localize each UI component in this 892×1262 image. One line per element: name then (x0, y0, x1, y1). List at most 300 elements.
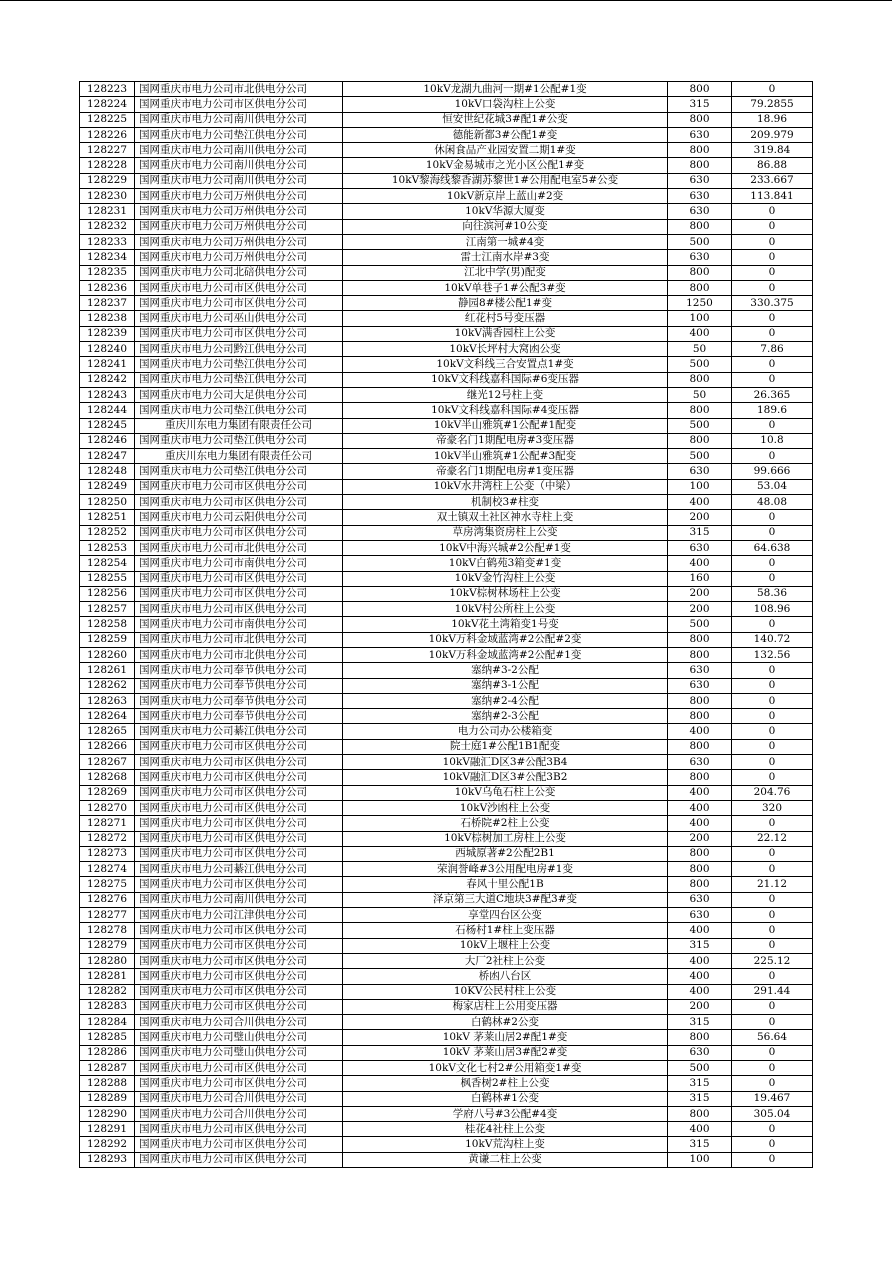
company-cell: 国网重庆市电力公司万州供电分公司 (135, 219, 343, 234)
transformer-name-cell: 白鹤林#1公变 (343, 1091, 668, 1106)
table-row (80, 556, 813, 571)
capacity-cell: 800 (668, 158, 732, 173)
capacity-cell: 800 (668, 1106, 732, 1121)
company-cell: 国网重庆市电力公司市区供电分公司 (135, 969, 343, 984)
capacity-cell: 800 (668, 877, 732, 892)
value-cell: 0 (732, 1076, 813, 1091)
table-row (80, 663, 813, 678)
company-cell: 国网重庆市电力公司黔江供电分公司 (135, 342, 343, 357)
value-cell: 0 (732, 770, 813, 785)
company-cell: 国网重庆市电力公司合川供电分公司 (135, 1091, 343, 1106)
company-cell: 国网重庆市电力公司市区供电分公司 (135, 770, 343, 785)
company-cell: 国网重庆市电力公司北碚供电分公司 (135, 265, 343, 280)
company-cell: 国网重庆市电力公司万州供电分公司 (135, 189, 343, 204)
company-cell: 国网重庆市电力公司市北供电分公司 (135, 632, 343, 647)
company-cell: 国网重庆市电力公司市区供电分公司 (135, 326, 343, 341)
company-cell: 国网重庆市电力公司市区供电分公司 (135, 739, 343, 754)
value-cell: 0 (732, 739, 813, 754)
row-id-cell: 128248 (80, 464, 135, 479)
top-border-line (0, 0, 892, 1)
value-cell: 291.44 (732, 984, 813, 999)
value-cell: 0 (732, 908, 813, 923)
row-id-cell: 128264 (80, 709, 135, 724)
table-row (80, 984, 813, 999)
transformer-name-cell: 10kV金竹沟柱上公变 (343, 571, 668, 586)
transformer-name-cell: 10kV文科线嘉科国际#4变压器 (343, 403, 668, 418)
value-cell: 189.6 (732, 403, 813, 418)
value-cell: 132.56 (732, 647, 813, 662)
capacity-cell: 200 (668, 586, 732, 601)
transformer-name-cell: 10kV单巷子1#公配3#变 (343, 280, 668, 295)
company-cell: 国网重庆市电力公司市区供电分公司 (135, 816, 343, 831)
table-row (80, 892, 813, 907)
capacity-cell: 500 (668, 449, 732, 464)
table-row (80, 816, 813, 831)
row-id-cell: 128223 (80, 82, 135, 97)
capacity-cell: 800 (668, 770, 732, 785)
table-row (80, 540, 813, 555)
row-id-cell: 128253 (80, 540, 135, 555)
table-row (80, 265, 813, 280)
value-cell: 0 (732, 938, 813, 953)
transformer-name-cell: 江南第一城#4变 (343, 234, 668, 249)
value-cell: 0 (732, 663, 813, 678)
value-cell: 305.04 (732, 1106, 813, 1121)
transformer-name-cell: 10kV棕树加工房柱上公变 (343, 831, 668, 846)
capacity-cell: 315 (668, 1091, 732, 1106)
transformer-name-cell: 10kV满香园柱上公变 (343, 326, 668, 341)
value-cell: 113.841 (732, 189, 813, 204)
transformer-name-cell: 帝豪名门1期配电房#3变压器 (343, 433, 668, 448)
company-cell: 国网重庆市电力公司南川供电分公司 (135, 892, 343, 907)
capacity-cell: 800 (668, 372, 732, 387)
value-cell: 99.666 (732, 464, 813, 479)
company-cell: 国网重庆市电力公司市区供电分公司 (135, 800, 343, 815)
value-cell: 140.72 (732, 632, 813, 647)
capacity-cell: 630 (668, 540, 732, 555)
row-id-cell: 128246 (80, 433, 135, 448)
row-id-cell: 128234 (80, 250, 135, 265)
table-row (80, 846, 813, 861)
value-cell: 0 (732, 1122, 813, 1137)
table-row (80, 999, 813, 1014)
value-cell: 0 (732, 724, 813, 739)
table-row (80, 219, 813, 234)
table-row (80, 1137, 813, 1152)
row-id-cell: 128251 (80, 510, 135, 525)
capacity-cell: 800 (668, 112, 732, 127)
company-cell: 国网重庆市电力公司巫山供电分公司 (135, 311, 343, 326)
capacity-cell: 315 (668, 525, 732, 540)
value-cell: 0 (732, 693, 813, 708)
table-row (80, 678, 813, 693)
company-cell: 国网重庆市电力公司江津供电分公司 (135, 908, 343, 923)
company-cell: 国网重庆市电力公司合川供电分公司 (135, 1015, 343, 1030)
table-row (80, 923, 813, 938)
row-id-cell: 128268 (80, 770, 135, 785)
row-id-cell: 128275 (80, 877, 135, 892)
capacity-cell: 800 (668, 143, 732, 158)
value-cell: 0 (732, 846, 813, 861)
row-id-cell: 128241 (80, 357, 135, 372)
row-id-cell: 128224 (80, 97, 135, 112)
row-id-cell: 128286 (80, 1045, 135, 1060)
row-id-cell: 128240 (80, 342, 135, 357)
row-id-cell: 128273 (80, 846, 135, 861)
row-id-cell: 128270 (80, 800, 135, 815)
capacity-cell: 800 (668, 709, 732, 724)
row-id-cell: 128269 (80, 785, 135, 800)
capacity-cell: 800 (668, 846, 732, 861)
transformer-name-cell: 10kV中海兴城#2公配#1变 (343, 540, 668, 555)
capacity-cell: 400 (668, 953, 732, 968)
transformer-name-cell: 雷士江南水岸#3变 (343, 250, 668, 265)
company-cell: 国网重庆市电力公司垫江供电分公司 (135, 127, 343, 142)
capacity-cell: 400 (668, 969, 732, 984)
transformer-name-cell: 10kV新京岸上蓝山#2变 (343, 189, 668, 204)
capacity-cell: 1250 (668, 296, 732, 311)
table-row (80, 785, 813, 800)
company-cell: 国网重庆市电力公司市区供电分公司 (135, 479, 343, 494)
table-row (80, 495, 813, 510)
transformer-name-cell: 10kV沙凼柱上公变 (343, 800, 668, 815)
capacity-cell: 160 (668, 571, 732, 586)
table-row (80, 97, 813, 112)
value-cell: 0 (732, 265, 813, 280)
value-cell: 0 (732, 525, 813, 540)
company-cell: 国网重庆市电力公司市北供电分公司 (135, 647, 343, 662)
value-cell: 7.86 (732, 342, 813, 357)
company-cell: 国网重庆市电力公司市北供电分公司 (135, 540, 343, 555)
capacity-cell: 500 (668, 1061, 732, 1076)
transformer-name-cell: 帝豪名门1期配电房#1变压器 (343, 464, 668, 479)
table-row (80, 158, 813, 173)
row-id-cell: 128272 (80, 831, 135, 846)
row-id-cell: 128228 (80, 158, 135, 173)
table-row (80, 189, 813, 204)
row-id-cell: 128226 (80, 127, 135, 142)
row-id-cell: 128259 (80, 632, 135, 647)
transformer-name-cell: 双土镇双土社区神水寺柱上变 (343, 510, 668, 525)
table-row (80, 326, 813, 341)
row-id-cell: 128266 (80, 739, 135, 754)
transformer-name-cell: 电力公司办公楼箱变 (343, 724, 668, 739)
row-id-cell: 128236 (80, 280, 135, 295)
transformer-name-cell: 泽京第三大道C地块3#配3#变 (343, 892, 668, 907)
capacity-cell: 800 (668, 647, 732, 662)
row-id-cell: 128250 (80, 495, 135, 510)
capacity-cell: 800 (668, 403, 732, 418)
transformer-name-cell: 享堂四台区公变 (343, 908, 668, 923)
row-id-cell: 128285 (80, 1030, 135, 1045)
company-cell: 国网重庆市电力公司万州供电分公司 (135, 250, 343, 265)
table-row (80, 479, 813, 494)
capacity-cell: 800 (668, 862, 732, 877)
capacity-cell: 50 (668, 387, 732, 402)
transformer-name-cell: 10kV华源大厦变 (343, 204, 668, 219)
transformer-name-cell: 10kV文科线嘉科国际#6变压器 (343, 372, 668, 387)
capacity-cell: 400 (668, 556, 732, 571)
transformer-name-cell: 塞纳#2-3公配 (343, 709, 668, 724)
transformer-name-cell: 向往滨河#10公变 (343, 219, 668, 234)
company-cell: 国网重庆市电力公司市区供电分公司 (135, 953, 343, 968)
table-row (80, 1091, 813, 1106)
row-id-cell: 128239 (80, 326, 135, 341)
row-id-cell: 128290 (80, 1106, 135, 1121)
company-cell: 国网重庆市电力公司市区供电分公司 (135, 1061, 343, 1076)
table-row (80, 724, 813, 739)
value-cell: 0 (732, 969, 813, 984)
row-id-cell: 128278 (80, 923, 135, 938)
value-cell: 0 (732, 326, 813, 341)
value-cell: 0 (732, 372, 813, 387)
company-cell: 国网重庆市电力公司南川供电分公司 (135, 143, 343, 158)
capacity-cell: 800 (668, 219, 732, 234)
capacity-cell: 630 (668, 892, 732, 907)
table-row (80, 693, 813, 708)
capacity-cell: 630 (668, 1045, 732, 1060)
transformer-name-cell: 石桥院#2柱上公变 (343, 816, 668, 831)
company-cell: 国网重庆市电力公司市区供电分公司 (135, 1137, 343, 1152)
value-cell: 86.88 (732, 158, 813, 173)
row-id-cell: 128258 (80, 617, 135, 632)
capacity-cell: 400 (668, 495, 732, 510)
value-cell: 0 (732, 617, 813, 632)
transformer-name-cell: 梅家店柱上公用变压器 (343, 999, 668, 1014)
company-cell: 国网重庆市电力公司垫江供电分公司 (135, 433, 343, 448)
table-row (80, 953, 813, 968)
table-row (80, 204, 813, 219)
transformer-name-cell: 10kV融汇D区3#公配3B2 (343, 770, 668, 785)
transformer-name-cell: 红花村5号变压器 (343, 311, 668, 326)
transformer-name-cell: 10kV水井湾柱上公变（中梁） (343, 479, 668, 494)
capacity-cell: 800 (668, 82, 732, 97)
value-cell: 0 (732, 999, 813, 1014)
row-id-cell: 128262 (80, 678, 135, 693)
table-row (80, 1061, 813, 1076)
value-cell: 0 (732, 311, 813, 326)
company-cell: 国网重庆市电力公司万州供电分公司 (135, 234, 343, 249)
value-cell: 0 (732, 816, 813, 831)
capacity-cell: 50 (668, 342, 732, 357)
capacity-cell: 315 (668, 938, 732, 953)
company-cell: 国网重庆市电力公司市区供电分公司 (135, 785, 343, 800)
capacity-cell: 800 (668, 280, 732, 295)
row-id-cell: 128291 (80, 1122, 135, 1137)
company-cell: 国网重庆市电力公司璧山供电分公司 (135, 1045, 343, 1060)
company-cell: 国网重庆市电力公司璧山供电分公司 (135, 1030, 343, 1045)
company-cell: 国网重庆市电力公司市区供电分公司 (135, 877, 343, 892)
row-id-cell: 128283 (80, 999, 135, 1014)
transformer-name-cell: 休闲食品产业园安置二期1#变 (343, 143, 668, 158)
table-row (80, 739, 813, 754)
table-row (80, 372, 813, 387)
transformer-name-cell: 10kV半山雅筑#1公配#1配变 (343, 418, 668, 433)
table-row (80, 464, 813, 479)
company-cell: 国网重庆市电力公司垫江供电分公司 (135, 403, 343, 418)
transformer-name-cell: 10kV融汇D区3#公配3B4 (343, 755, 668, 770)
value-cell: 0 (732, 204, 813, 219)
capacity-cell: 630 (668, 678, 732, 693)
row-id-cell: 128242 (80, 372, 135, 387)
row-id-cell: 128237 (80, 296, 135, 311)
transformer-name-cell: 10KV公民村柱上公变 (343, 984, 668, 999)
transformer-name-cell: 10kV村公所柱上公变 (343, 602, 668, 617)
capacity-cell: 630 (668, 250, 732, 265)
capacity-cell: 200 (668, 831, 732, 846)
transformer-name-cell: 桥凼八台区 (343, 969, 668, 984)
company-cell: 国网重庆市电力公司市北供电分公司 (135, 82, 343, 97)
value-cell: 64.638 (732, 540, 813, 555)
table-row (80, 173, 813, 188)
table-row (80, 571, 813, 586)
row-id-cell: 128245 (80, 418, 135, 433)
company-cell: 国网重庆市电力公司云阳供电分公司 (135, 510, 343, 525)
company-cell: 国网重庆市电力公司市区供电分公司 (135, 755, 343, 770)
table-row (80, 1122, 813, 1137)
value-cell: 22.12 (732, 831, 813, 846)
row-id-cell: 128256 (80, 586, 135, 601)
table-row (80, 800, 813, 815)
row-id-cell: 128265 (80, 724, 135, 739)
capacity-cell: 100 (668, 479, 732, 494)
value-cell: 0 (732, 280, 813, 295)
row-id-cell: 128289 (80, 1091, 135, 1106)
table-row (80, 403, 813, 418)
company-cell: 国网重庆市电力公司市区供电分公司 (135, 586, 343, 601)
table-row (80, 143, 813, 158)
row-id-cell: 128229 (80, 173, 135, 188)
transformer-name-cell: 塞纳#3-1公配 (343, 678, 668, 693)
table-row (80, 632, 813, 647)
company-cell: 国网重庆市电力公司綦江供电分公司 (135, 862, 343, 877)
transformer-name-cell: 大厂2社柱上公变 (343, 953, 668, 968)
value-cell: 0 (732, 1015, 813, 1030)
transformer-name-cell: 塞纳#2-4公配 (343, 693, 668, 708)
company-cell: 国网重庆市电力公司綦江供电分公司 (135, 724, 343, 739)
transformer-name-cell: 黄谦二柱上公变 (343, 1152, 668, 1167)
row-id-cell: 128233 (80, 234, 135, 249)
transformer-name-cell: 院士庭1#公配1B1配变 (343, 739, 668, 754)
company-cell: 国网重庆市电力公司南川供电分公司 (135, 112, 343, 127)
row-id-cell: 128274 (80, 862, 135, 877)
company-cell: 重庆川东电力集团有限责任公司 (135, 418, 343, 433)
capacity-cell: 200 (668, 602, 732, 617)
value-cell: 0 (732, 709, 813, 724)
row-id-cell: 128231 (80, 204, 135, 219)
row-id-cell: 128271 (80, 816, 135, 831)
table-row (80, 617, 813, 632)
transformer-name-cell: 10kV棕树林场柱上公变 (343, 586, 668, 601)
capacity-cell: 400 (668, 724, 732, 739)
table-row (80, 969, 813, 984)
capacity-cell: 400 (668, 1122, 732, 1137)
transformer-name-cell: 10kV白鹤苑3箱变#1变 (343, 556, 668, 571)
capacity-cell: 500 (668, 357, 732, 372)
transformer-name-cell: 10kV万科金域蓝湾#2公配#1变 (343, 647, 668, 662)
transformer-name-cell: 10kV万科金域蓝湾#2公配#2变 (343, 632, 668, 647)
company-cell: 国网重庆市电力公司奉节供电分公司 (135, 678, 343, 693)
row-id-cell: 128225 (80, 112, 135, 127)
capacity-cell: 500 (668, 418, 732, 433)
company-cell: 国网重庆市电力公司市南供电分公司 (135, 556, 343, 571)
value-cell: 209.979 (732, 127, 813, 142)
table-row (80, 342, 813, 357)
company-cell: 国网重庆市电力公司市区供电分公司 (135, 938, 343, 953)
company-cell: 国网重庆市电力公司市区供电分公司 (135, 846, 343, 861)
capacity-cell: 800 (668, 739, 732, 754)
capacity-cell: 800 (668, 1030, 732, 1045)
table-body (80, 82, 813, 1168)
transformer-name-cell: 学府八号#3公配#4变 (343, 1106, 668, 1121)
transformer-name-cell: 机制校3#柱变 (343, 495, 668, 510)
capacity-cell: 400 (668, 800, 732, 815)
row-id-cell: 128280 (80, 953, 135, 968)
company-cell: 国网重庆市电力公司垫江供电分公司 (135, 372, 343, 387)
table-row (80, 418, 813, 433)
company-cell: 国网重庆市电力公司市区供电分公司 (135, 525, 343, 540)
transformer-name-cell: 10kV 茅莱山居2#配1#变 (343, 1030, 668, 1045)
company-cell: 国网重庆市电力公司奉节供电分公司 (135, 693, 343, 708)
company-cell: 国网重庆市电力公司市南供电分公司 (135, 617, 343, 632)
table-row (80, 525, 813, 540)
value-cell: 56.64 (732, 1030, 813, 1045)
transformer-name-cell: 10kV荒沟柱上变 (343, 1137, 668, 1152)
row-id-cell: 128276 (80, 892, 135, 907)
row-id-cell: 128249 (80, 479, 135, 494)
transformer-name-cell: 塞纳#3-2公配 (343, 663, 668, 678)
row-id-cell: 128282 (80, 984, 135, 999)
value-cell: 0 (732, 510, 813, 525)
row-id-cell: 128293 (80, 1152, 135, 1167)
capacity-cell: 400 (668, 984, 732, 999)
row-id-cell: 128279 (80, 938, 135, 953)
value-cell: 58.36 (732, 586, 813, 601)
row-id-cell: 128267 (80, 755, 135, 770)
value-cell: 53.04 (732, 479, 813, 494)
capacity-cell: 630 (668, 189, 732, 204)
table-row (80, 1152, 813, 1167)
transformer-name-cell: 恒安世纪花城3#配1#公变 (343, 112, 668, 127)
company-cell: 国网重庆市电力公司市区供电分公司 (135, 495, 343, 510)
row-id-cell: 128263 (80, 693, 135, 708)
table-row (80, 250, 813, 265)
value-cell: 19.467 (732, 1091, 813, 1106)
capacity-cell: 400 (668, 923, 732, 938)
value-cell: 0 (732, 449, 813, 464)
value-cell: 330.375 (732, 296, 813, 311)
capacity-cell: 630 (668, 755, 732, 770)
value-cell: 0 (732, 678, 813, 693)
table-row (80, 433, 813, 448)
company-cell: 国网重庆市电力公司市区供电分公司 (135, 923, 343, 938)
table-row (80, 908, 813, 923)
row-id-cell: 128261 (80, 663, 135, 678)
transformer-name-cell: 10kV文科线三合安置点1#变 (343, 357, 668, 372)
company-cell: 国网重庆市电力公司市区供电分公司 (135, 602, 343, 617)
transformer-name-cell: 继光12号柱上变 (343, 387, 668, 402)
value-cell: 0 (732, 1137, 813, 1152)
company-cell: 国网重庆市电力公司合川供电分公司 (135, 1106, 343, 1121)
transformer-name-cell: 10kV龙湖九曲河一期#1公配#1变 (343, 82, 668, 97)
table-row (80, 709, 813, 724)
capacity-cell: 800 (668, 265, 732, 280)
value-cell: 225.12 (732, 953, 813, 968)
company-cell: 国网重庆市电力公司市区供电分公司 (135, 280, 343, 295)
capacity-cell: 630 (668, 204, 732, 219)
company-cell: 国网重庆市电力公司市区供电分公司 (135, 1152, 343, 1167)
capacity-cell: 200 (668, 999, 732, 1014)
